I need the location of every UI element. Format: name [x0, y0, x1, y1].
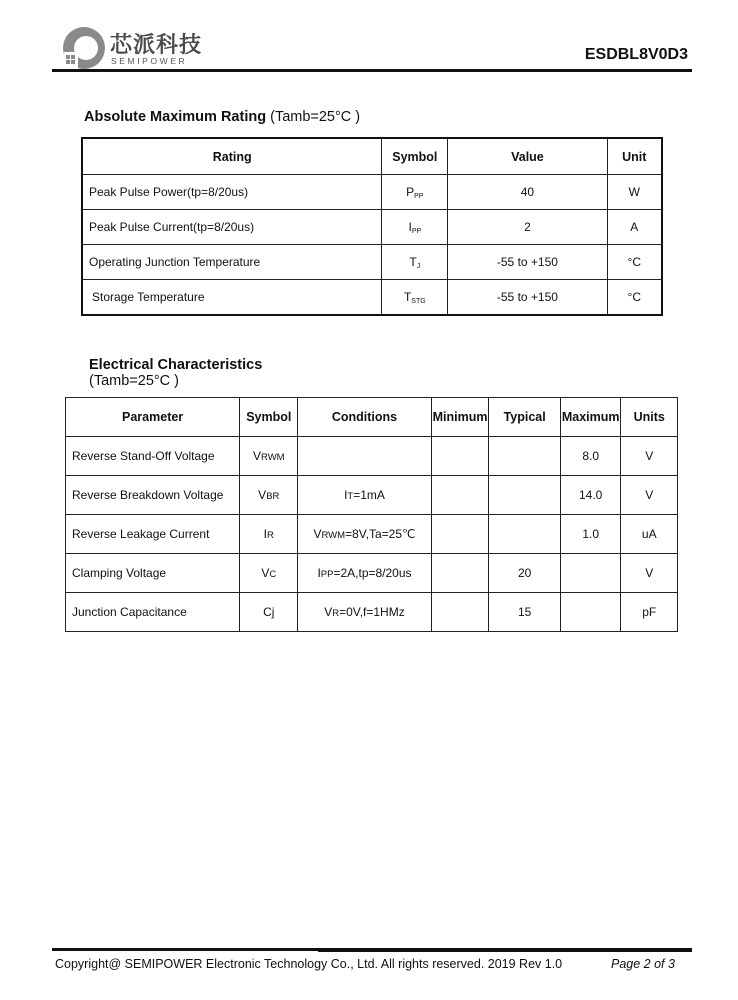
column-header: Typical	[489, 398, 560, 437]
unit-cell: W	[607, 175, 662, 210]
ec-title: Electrical Characteristics	[89, 357, 263, 373]
minimum-cell	[431, 515, 489, 554]
table-row	[82, 175, 662, 210]
units-cell: V	[621, 554, 678, 593]
unit-cell: A	[607, 210, 662, 245]
table-row	[66, 593, 678, 632]
value-cell: -55 to +150	[448, 280, 607, 316]
conditions-cell: VRWM=8V,Ta=25℃	[298, 515, 431, 554]
table-row	[66, 437, 678, 476]
symbol-cell: $T_{STG}$	[382, 280, 448, 316]
maximum-cell: 8.0	[560, 437, 621, 476]
units-cell: uA	[621, 515, 678, 554]
parameter-cell: Junction Capacitance	[66, 593, 240, 632]
semipower-logo-icon	[62, 26, 106, 70]
ec-section-title	[89, 357, 262, 373]
column-header: Minimum	[431, 398, 489, 437]
column-header: Symbol	[382, 138, 448, 175]
column-header: Rating	[82, 138, 382, 175]
units-cell: V	[621, 476, 678, 515]
page-number: Page 2 of 3	[611, 957, 675, 971]
unit-cell: °C	[607, 280, 662, 316]
column-header: Conditions	[298, 398, 431, 437]
symbol-cell: $T_J$	[382, 245, 448, 280]
symbol-cell: VRWM	[240, 437, 298, 476]
parameter-cell: Reverse Stand-Off Voltage	[66, 437, 240, 476]
table-header-row	[82, 138, 662, 175]
table-row	[66, 515, 678, 554]
symbol-cell: Cj	[240, 593, 298, 632]
typical-cell	[489, 476, 560, 515]
value-cell: -55 to +150	[448, 245, 607, 280]
column-header: Value	[448, 138, 607, 175]
parameter-cell: Clamping Voltage	[66, 554, 240, 593]
company-logo	[62, 26, 212, 70]
maximum-cell	[560, 593, 621, 632]
column-header: Units	[621, 398, 678, 437]
conditions-cell: VR=0V,f=1HMz	[298, 593, 431, 632]
rating-cell: Storage Temperature	[82, 280, 382, 316]
typical-cell: 20	[489, 554, 560, 593]
symbol-cell: VC	[240, 554, 298, 593]
copyright-text: Copyright@ SEMIPOWER Electronic Technology Co., Ltd. All rights reserved. 2019 Rev 1.0	[55, 957, 563, 971]
minimum-cell	[431, 593, 489, 632]
table-row	[66, 476, 678, 515]
company-name-en: SEMIPOWER	[111, 56, 188, 66]
parameter-cell: Reverse Leakage Current	[66, 515, 240, 554]
value-cell: 2	[448, 210, 607, 245]
amr-condition: (Tamb=25°C )	[270, 109, 361, 125]
rating-cell: Peak Pulse Current(tp=8/20us)	[82, 210, 382, 245]
conditions-cell	[298, 437, 431, 476]
column-header: Unit	[607, 138, 662, 175]
footer-divider-thick	[318, 948, 692, 952]
amr-section-title	[84, 109, 360, 125]
table-row	[82, 245, 662, 280]
conditions-cell: IT=1mA	[298, 476, 431, 515]
column-header: Symbol	[240, 398, 298, 437]
parameter-cell: Reverse Breakdown Voltage	[66, 476, 240, 515]
symbol-cell: $P_{PP}$	[382, 175, 448, 210]
maximum-cell	[560, 554, 621, 593]
rating-cell: Peak Pulse Power(tp=8/20us)	[82, 175, 382, 210]
header-divider	[52, 69, 692, 72]
symbol-cell: $I_{PP}$	[382, 210, 448, 245]
minimum-cell	[431, 476, 489, 515]
symbol-cell: VBR	[240, 476, 298, 515]
amr-title: Absolute Maximum Rating	[84, 109, 267, 125]
units-cell: pF	[621, 593, 678, 632]
table-row	[82, 210, 662, 245]
column-header: Maximum	[560, 398, 621, 437]
symbol-cell: IR	[240, 515, 298, 554]
company-name-cn: 芯派科技	[110, 33, 203, 58]
table-row	[82, 280, 662, 316]
ec-condition: (Tamb=25°C )	[89, 373, 180, 389]
maximum-cell: 14.0	[560, 476, 621, 515]
rating-cell: Operating Junction Temperature	[82, 245, 382, 280]
conditions-cell: IPP=2A,tp=8/20us	[298, 554, 431, 593]
typical-cell: 15	[489, 593, 560, 632]
column-header: Parameter	[66, 398, 240, 437]
minimum-cell	[431, 554, 489, 593]
absolute-maximum-rating-table	[81, 137, 663, 316]
minimum-cell	[431, 437, 489, 476]
unit-cell: °C	[607, 245, 662, 280]
electrical-characteristics-table	[65, 397, 678, 632]
table-header-row	[66, 398, 678, 437]
maximum-cell: 1.0	[560, 515, 621, 554]
units-cell: V	[621, 437, 678, 476]
typical-cell	[489, 515, 560, 554]
part-number: ESDBL8V0D3	[584, 46, 688, 63]
table-row	[66, 554, 678, 593]
value-cell: 40	[448, 175, 607, 210]
typical-cell	[489, 437, 560, 476]
